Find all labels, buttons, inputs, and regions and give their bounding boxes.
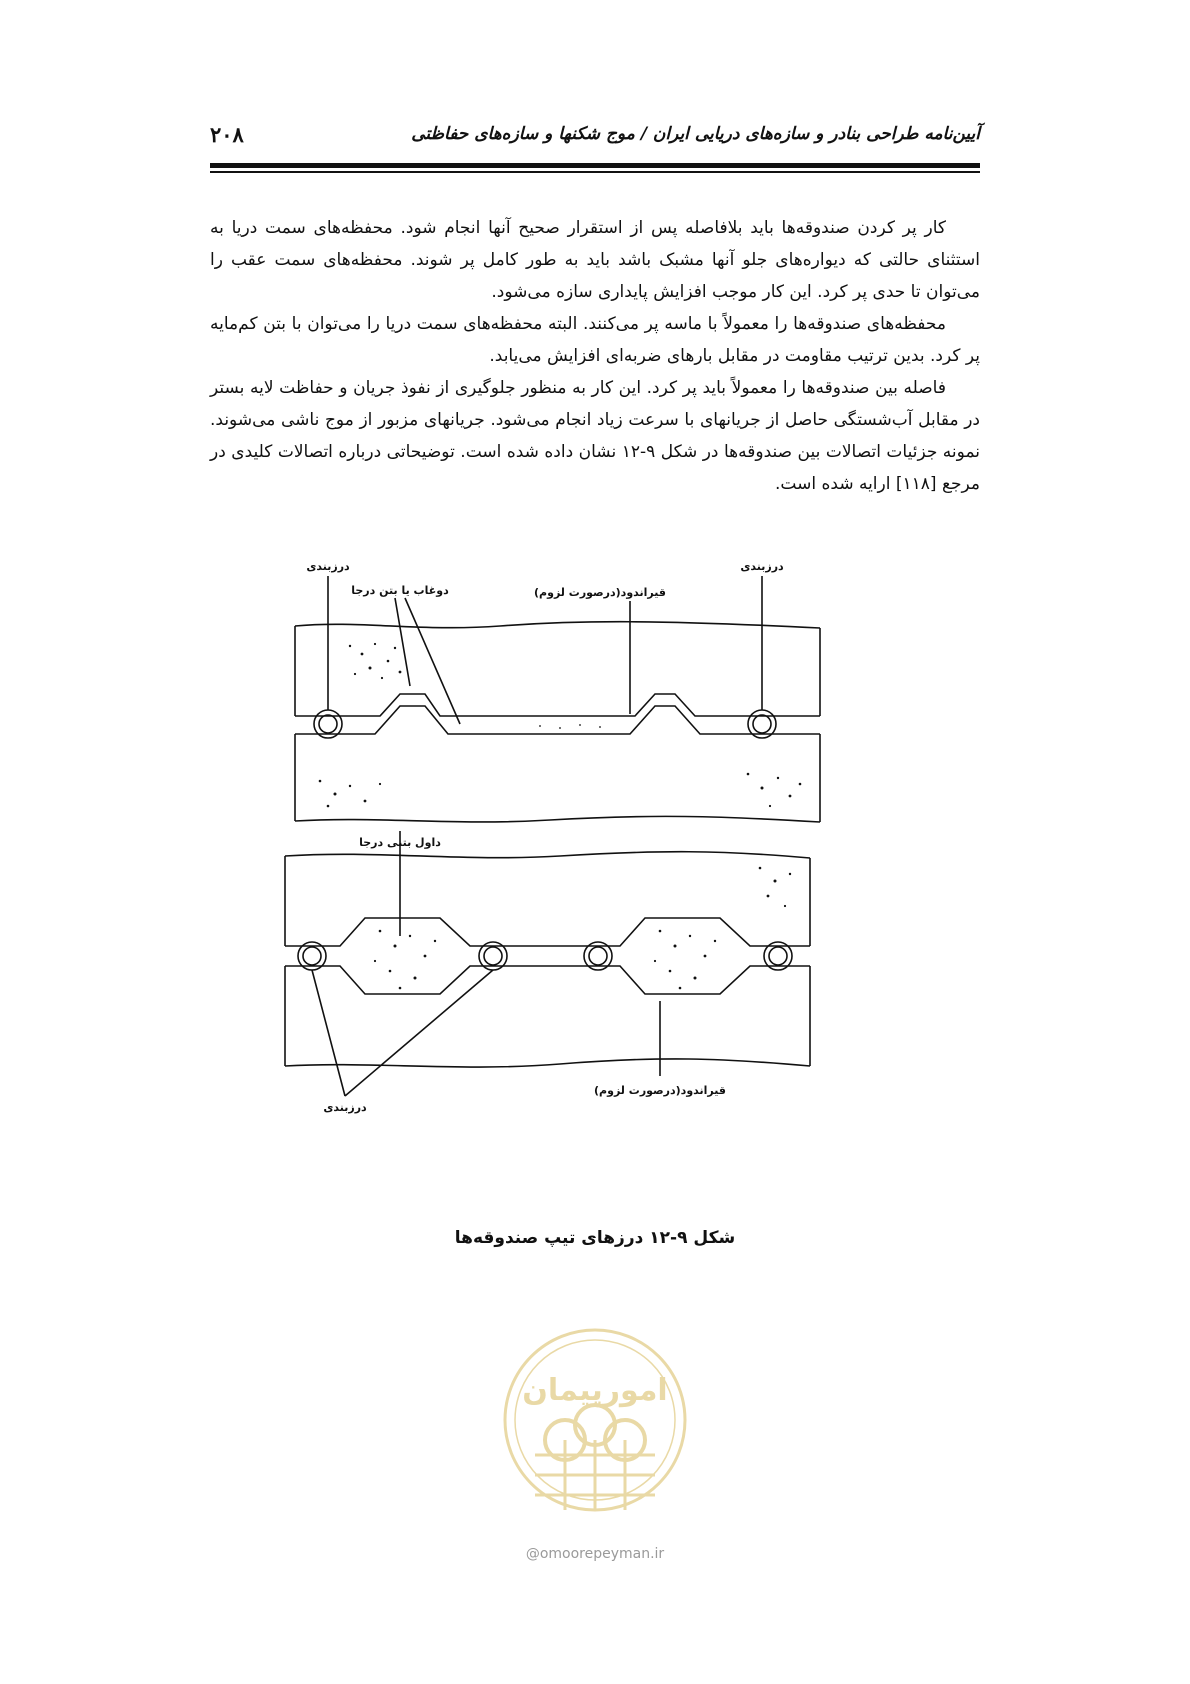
logo-emblem — [495, 1320, 695, 1550]
bottom-caisson-edge-lower — [295, 816, 820, 822]
logo-text: امورپیمان — [522, 1373, 668, 1408]
page-number: ۲۰۸ — [210, 122, 244, 147]
label-asphalt-bottom: قیراندود(درصورت لزوم) — [594, 1084, 726, 1097]
label-dowel: داول بتنی درجا — [359, 836, 441, 849]
lower-top-caisson-edge — [285, 852, 810, 858]
top-caisson-edge-upper — [295, 622, 820, 628]
running-title: آیین‌نامه طراحی بنادر و سازه‌های دریایی ایران / موج شکنها و سازه‌های حفاظتی — [411, 124, 980, 144]
paragraph: فاصله بین صندوقه‌ها را معمولاً باید پر کرد. این کار به منظور جلوگیری از نفوذ جریان و حفاظت لایه بستر در مقابل آب‌شستگی حاصل از جریانهای با سرعت زیاد انجام می‌شود. جریانهای مزبور از موج ناشی می‌شوند. نمونه جزئیات اتصالات بین صندوقه‌ها در شکل ۹-۱۲ نشان داده شده است. توضیحاتی درباره اتصالات کلیدی در مرجع [۱۱۸] ارایه شده است. — [210, 378, 980, 494]
paragraph: کار پر کردن صندوقه‌ها باید بلافاصله پس از استقرار صحیح آنها انجام شود. محفظه‌های سمت دریا به استثنای حالتی که دیواره‌های جلو آنها مشبک باشد باید به طور کامل پر شوند. محفظه‌های سمت عقب را می‌توان تا حدی پر کرد. این کار موجب افزایش پایداری سازه می‌شود. — [210, 218, 980, 302]
top-caisson-edge-lower — [295, 694, 820, 716]
label-joint-top-right: درزبندی — [740, 560, 784, 573]
label-asphalt-top: قیراندود(درصورت لزوم) — [534, 586, 666, 599]
header-rule-thin — [210, 171, 980, 173]
label-joint-bottom: درزبندی — [323, 1101, 367, 1114]
header-rule-thick — [210, 163, 980, 168]
paragraph: محفظه‌های صندوقه‌ها را معمولاً با ماسه پر می‌کنند. البته محفظه‌های سمت دریا را می‌توان با بتن کم‌مایه پر کرد. بدین ترتیب مقاومت در مقابل بارهای ضربه‌ای افزایش می‌یابد. — [210, 314, 980, 366]
sand-fill-dots — [319, 643, 802, 989]
joint-diagram — [300, 560, 860, 1181]
label-grout: دوغاب یا بتن درجا — [351, 584, 449, 597]
watermark-url: @omoorepeyman.ir — [525, 1546, 665, 1562]
caisson-joint-figure — [300, 560, 860, 1181]
figure-caption: شکل ۹-۱۲ درزهای تیپ صندوقه‌ها — [454, 1228, 736, 1248]
label-joint-top-left: درزبندی — [306, 560, 350, 573]
page-header — [210, 122, 980, 152]
watermark-logo — [495, 1320, 695, 1570]
body-text — [210, 212, 980, 500]
bottom-caisson-edge-upper — [295, 706, 820, 734]
